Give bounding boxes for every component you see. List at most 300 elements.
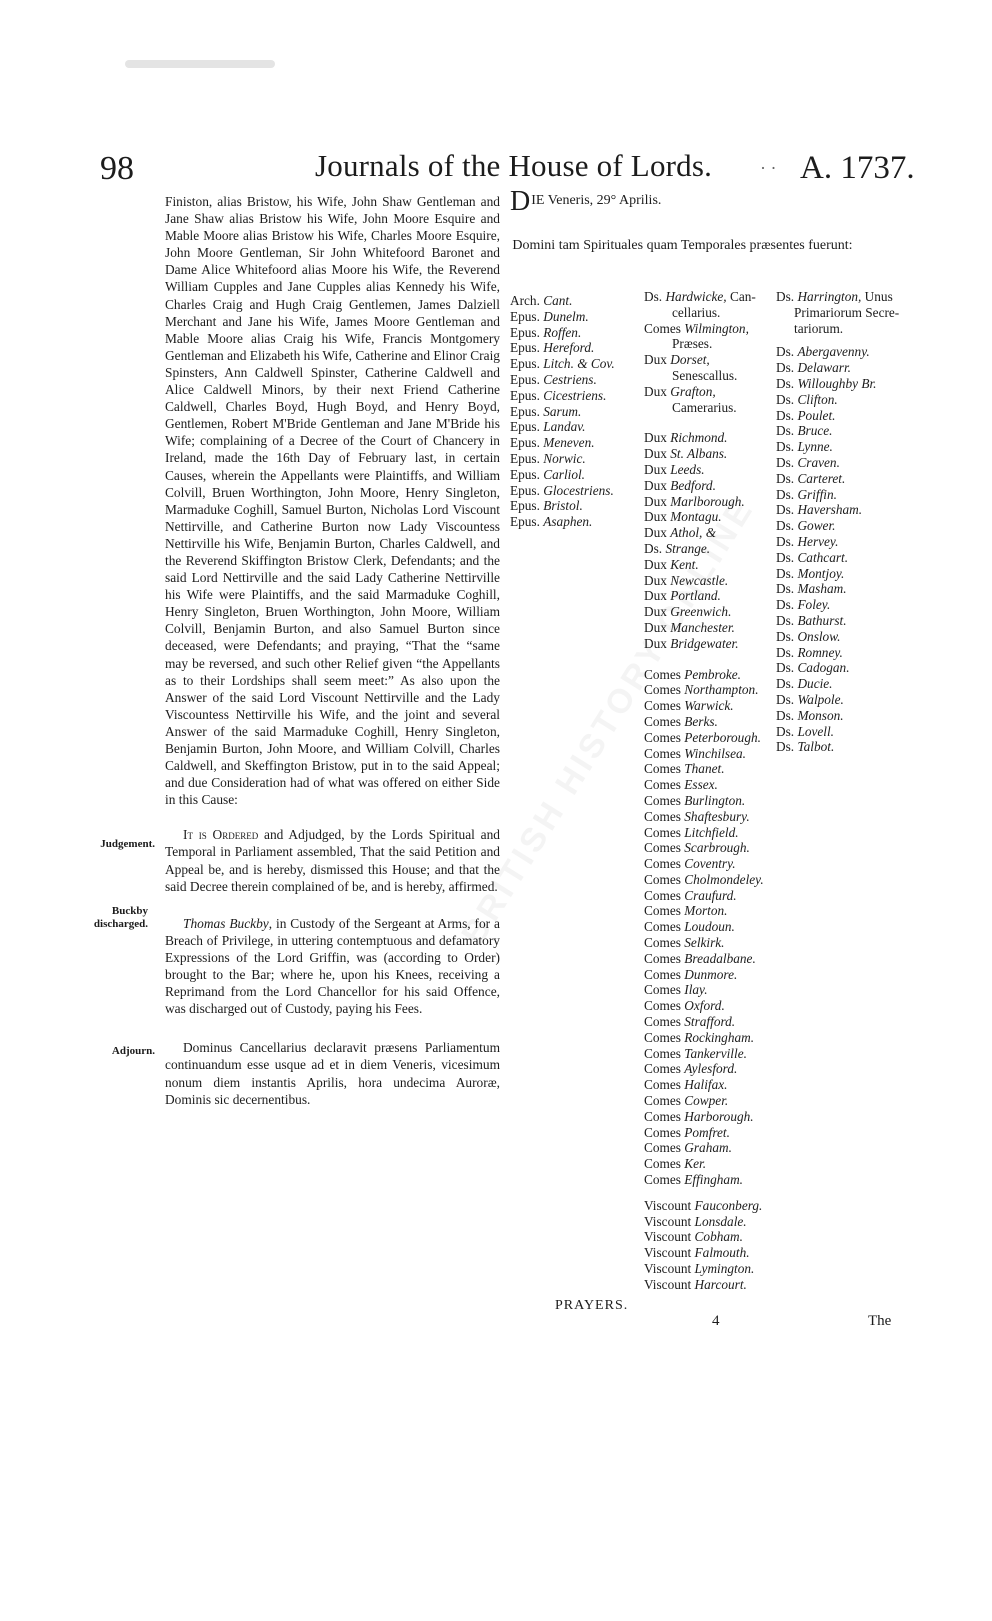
rank-prefix: Comes bbox=[644, 887, 685, 903]
rank-prefix: Comes bbox=[644, 824, 685, 840]
rank-prefix: Comes bbox=[644, 950, 685, 966]
rank-prefix: Ds. bbox=[776, 565, 798, 581]
title-name: Rockingham. bbox=[684, 1029, 755, 1045]
title-name: Craufurd. bbox=[684, 887, 737, 903]
rank-prefix: Comes bbox=[644, 682, 685, 698]
viscount-entry bbox=[644, 1261, 764, 1277]
title-name: Coventry. bbox=[684, 856, 736, 872]
earl-entry bbox=[644, 888, 764, 904]
rank-prefix: Dux bbox=[644, 588, 671, 604]
title-name: Dunmore. bbox=[684, 966, 738, 982]
title-name: Lonsdale. bbox=[694, 1213, 747, 1229]
title-name: Romney. bbox=[797, 644, 843, 660]
title-name: Winchilsea. bbox=[684, 745, 746, 761]
temporal-lords-list bbox=[644, 289, 764, 1293]
bishop-entry bbox=[510, 419, 615, 435]
rank-prefix: Epus. bbox=[510, 466, 544, 482]
date-text: IE Veneris, 29° Aprilis. bbox=[531, 193, 662, 208]
office-title: Camerarius. bbox=[672, 399, 737, 415]
rank-prefix: Comes bbox=[644, 982, 685, 998]
rank-prefix: Epus. bbox=[510, 450, 544, 466]
title-name: Portland. bbox=[670, 588, 721, 604]
bishop-entry bbox=[510, 435, 615, 451]
officer-entry bbox=[644, 321, 764, 337]
earl-entry bbox=[644, 951, 764, 967]
rank-prefix: Comes bbox=[644, 1093, 685, 1109]
judgement-text: and Adjudged, by the Lords Spiritual and Temporal in Parliament assembled, That the said Petition and Appeal be, and is hereby, dismissed this House; and that the said Decree therein complained of be, and is hereby, affirmed. bbox=[165, 827, 501, 894]
office-start: Can- bbox=[726, 289, 756, 304]
rank-prefix: Comes bbox=[644, 966, 685, 982]
title-name: Marlborough. bbox=[670, 493, 745, 509]
bishop-entry bbox=[510, 388, 615, 404]
title-name: Fauconberg. bbox=[694, 1197, 763, 1213]
baron-entry bbox=[776, 376, 899, 392]
rank-prefix: Ds. bbox=[776, 707, 798, 723]
officer-entry bbox=[644, 289, 764, 305]
baron-entry bbox=[776, 392, 899, 408]
rank-prefix: Dux bbox=[644, 461, 671, 477]
earl-entry bbox=[644, 1172, 764, 1188]
rank-prefix: Comes bbox=[644, 777, 685, 793]
title-name: Landav. bbox=[543, 419, 586, 435]
baron-entry bbox=[776, 739, 899, 755]
title-name: Montagu. bbox=[670, 509, 722, 525]
title-name: Berks. bbox=[684, 713, 718, 729]
margin-note-judgement: Judgement. bbox=[100, 838, 155, 850]
judgement-paragraph bbox=[165, 826, 500, 894]
page-number: 98 bbox=[100, 150, 134, 187]
rank-prefix: Ds. bbox=[644, 540, 666, 556]
rank-prefix: Ds. bbox=[776, 676, 798, 692]
title-name: Leeds. bbox=[670, 461, 705, 477]
title-name: Carliol. bbox=[543, 466, 585, 482]
harrington-office-cont: tariorum. bbox=[794, 320, 844, 336]
rank-prefix: Dux bbox=[644, 525, 671, 541]
title-name: Litch. & Cov. bbox=[543, 356, 615, 372]
earl-entry bbox=[644, 1077, 764, 1093]
rank-prefix: Epus. bbox=[510, 514, 544, 530]
viscounts-list bbox=[644, 1198, 764, 1293]
rank-prefix: Dux bbox=[644, 383, 671, 399]
title-name: Aylesford. bbox=[684, 1061, 738, 1077]
duke-entry bbox=[644, 446, 764, 462]
rank-prefix: Comes bbox=[644, 1061, 685, 1077]
rank-prefix: Epus. bbox=[510, 435, 544, 451]
rank-prefix: Viscount bbox=[644, 1213, 695, 1229]
officers-list bbox=[644, 289, 764, 415]
title-name: Kent. bbox=[670, 556, 699, 572]
rank-prefix: Comes bbox=[644, 320, 685, 336]
title-name: Glocestriens. bbox=[543, 482, 614, 498]
viscount-entry bbox=[644, 1214, 764, 1230]
rank-prefix: Comes bbox=[644, 840, 685, 856]
adjourn-paragraph: Dominus Cancellarius declaravit præsens Parliamentum continuandum esse usque ad et in diem Veneris, vicesimum nonum diem instantis Aprilis, hora undecima Auroræ, Dominis sic decernentibus. bbox=[165, 1040, 500, 1107]
rank-prefix: Comes bbox=[644, 1172, 685, 1188]
title-name: Dorset, bbox=[670, 352, 710, 368]
rank-prefix: Comes bbox=[644, 1077, 685, 1093]
title-name: Cholmondeley. bbox=[684, 871, 764, 887]
rank-prefix: Dux bbox=[644, 352, 671, 368]
title-name: Talbot. bbox=[797, 739, 835, 755]
title-name: Carteret. bbox=[797, 470, 846, 486]
title-name: Ilay. bbox=[684, 982, 708, 998]
title-name: Selkirk. bbox=[684, 935, 725, 951]
rank-prefix: Dux bbox=[644, 556, 671, 572]
title-name: Richmond. bbox=[670, 430, 728, 446]
rank-prefix: Epus. bbox=[510, 324, 544, 340]
title-name: Cicestriens. bbox=[543, 387, 607, 403]
rank-prefix: Ds. bbox=[776, 344, 798, 360]
baron-entry bbox=[776, 676, 899, 692]
bishop-entry bbox=[510, 340, 615, 356]
year-heading: A. 1737. bbox=[800, 150, 915, 186]
title-name: Wilmington, bbox=[684, 320, 749, 336]
rank-prefix: Dux bbox=[644, 493, 671, 509]
earl-entry bbox=[644, 840, 764, 856]
viscount-entry bbox=[644, 1277, 764, 1293]
title-name: Strange. bbox=[665, 540, 711, 556]
title-name: Gower. bbox=[797, 518, 836, 534]
title-name: Bedford. bbox=[670, 477, 716, 493]
rank-prefix: Dux bbox=[644, 446, 671, 462]
rank-prefix: Ds. bbox=[776, 691, 798, 707]
title-name: Hervey. bbox=[797, 533, 839, 549]
rank-prefix: Comes bbox=[644, 666, 685, 682]
ordered-word: It is Ordered bbox=[183, 827, 259, 843]
signature-mark: 4 bbox=[712, 1313, 720, 1329]
baron-entry bbox=[776, 660, 899, 676]
rank-prefix: Ds. bbox=[776, 423, 798, 439]
rank-prefix: Viscount bbox=[644, 1276, 695, 1292]
rank-prefix: Comes bbox=[644, 998, 685, 1014]
title-name: Tankerville. bbox=[684, 1045, 747, 1061]
title-name: Roffen. bbox=[543, 324, 582, 340]
bishop-entry bbox=[510, 372, 615, 388]
title-name: Craven. bbox=[797, 454, 840, 470]
baron-entry bbox=[776, 645, 899, 661]
title-name: St. Albans. bbox=[670, 446, 728, 462]
rank-prefix: Ds. bbox=[776, 628, 798, 644]
baron-entry bbox=[776, 613, 899, 629]
earl-entry bbox=[644, 1093, 764, 1109]
earl-entry bbox=[644, 1109, 764, 1125]
title-name: Walpole. bbox=[797, 691, 844, 707]
rank-prefix: Ds. bbox=[776, 660, 798, 676]
title-name: Peterborough. bbox=[684, 729, 761, 745]
rank-prefix: Comes bbox=[644, 1108, 685, 1124]
rank-prefix: Viscount bbox=[644, 1245, 695, 1261]
rank-prefix: Arch. bbox=[510, 293, 544, 308]
title-name: Haversham. bbox=[797, 502, 863, 518]
page-title: Journals of the House of Lords. bbox=[315, 148, 713, 183]
title-name: Ker. bbox=[684, 1156, 707, 1172]
rank-prefix: Viscount bbox=[644, 1197, 695, 1213]
title-name: Willoughby Br. bbox=[797, 375, 877, 391]
date-heading bbox=[510, 188, 661, 216]
rank-prefix: Comes bbox=[644, 871, 685, 887]
title-name: Onslow. bbox=[797, 628, 841, 644]
rank-prefix: Comes bbox=[644, 1156, 685, 1172]
title-name: Griffin. bbox=[797, 486, 837, 502]
earl-entry bbox=[644, 982, 764, 998]
rank-prefix: Dux bbox=[644, 477, 671, 493]
rank-prefix: Epus. bbox=[510, 356, 544, 372]
title-name: Greenwich. bbox=[670, 604, 732, 620]
title-name: Lynne. bbox=[797, 439, 833, 455]
title-name: Graham. bbox=[684, 1140, 732, 1156]
rank-prefix: Ds. bbox=[644, 289, 666, 304]
viscount-entry bbox=[644, 1245, 764, 1261]
viscount-entry bbox=[644, 1229, 764, 1245]
rank-prefix: Dux bbox=[644, 635, 671, 651]
title-name: Clifton. bbox=[797, 391, 838, 407]
rank-prefix: Ds. bbox=[776, 612, 798, 628]
earl-entry bbox=[644, 1156, 764, 1172]
title-name: Sarum. bbox=[543, 403, 582, 419]
bishop-entry bbox=[510, 404, 615, 420]
title-name: Harcourt. bbox=[694, 1276, 747, 1292]
title-name: Falmouth. bbox=[694, 1245, 750, 1261]
margin-note-adjourn: Adjourn. bbox=[111, 1045, 155, 1057]
bishop-entry bbox=[510, 451, 615, 467]
bishop-entry bbox=[510, 309, 615, 325]
duke-entry bbox=[644, 430, 764, 446]
rank-prefix: Comes bbox=[644, 1045, 685, 1061]
title-name: Poulet. bbox=[797, 407, 836, 423]
title-name: Foley. bbox=[797, 597, 831, 613]
title-name: Bristol. bbox=[543, 498, 583, 514]
earl-entry bbox=[644, 919, 764, 935]
bishop-entry bbox=[510, 293, 615, 309]
rank-prefix: Epus. bbox=[510, 403, 544, 419]
rank-prefix: Epus. bbox=[510, 387, 544, 403]
title-name: Morton. bbox=[684, 903, 728, 919]
title-name: Montjoy. bbox=[797, 565, 845, 581]
title-name: Dunelm. bbox=[543, 308, 589, 324]
title-name: Essex. bbox=[684, 777, 718, 793]
earl-entry bbox=[644, 967, 764, 983]
title-name: Abergavenny. bbox=[797, 344, 870, 360]
earl-entry bbox=[644, 1030, 764, 1046]
rank-prefix: Comes bbox=[644, 919, 685, 935]
appeal-paragraph: Finiston, alias Bristow, his Wife, John Shaw Gentleman and Jane Shaw alias Bristow his Wife, John Moore Esquire and Mable Moore alias Bristow his Wife, Charles Moore Esquire, John Moore Gentleman, Sir John Whitefoord Baronet and Dame Alice Whitefoord alias Moore his Wife, the Reverend William Cupples and Jane Cupples alias Kennedy his Wife, Charles Craig and Hugh Craig Gentlemen, James Dalziell Merchant and Jane his Wife, James Moore Gentleman and Mable Moore alias Craig his Wife, Francis Montgomery Gentleman and Elizabeth his Wife, Catherine and Elinor Craig Spinsters, Ann Caldwell Spinster, Catherine Caldwell and Alice Caldwell Minors, by their next Friend Catherine Caldwell, Charles Boyd, Hugh Boyd, and Henry Boyd, Gentlemen, Robert M'Bride Gentleman and Jane M'Bride his Wife; complaining of a Decree of the Court of Chancery in Ireland, made the 16th Day of February last, in certain Causes, wherein the Appellants were Plaintiffs, and William Colvill, Bruen Worthington, John Moore, Henry Singleton, Marmaduke Coghill, Samuel Burton, Nicholas Lord Viscount Nettirville, and Catherine Burton now Lady Viscountess Nettirville his Wife, Benjamin Burton, Charles Caldwell, and the Reverend Skiffington Bristow Clerk, Defendants; and the said Lord Nettirville and the said Lady Catherine Nettirville his Wife were Plaintiffs, and the said Marmaduke Coghill, Henry Singleton, Bruen Worthington, John Moore, William Colvill, Benjamin Burton, and also Samuel Burton since deceased, were Defendants; and praying, “That the “same may be reversed, and such other Relief given “the Appellants as to their Lordships shall seem meet:” As also upon the Answer of the said Lord Viscount Nettirville and the Lady Viscountess Nettirville his Wife, and the joint and several Answer of the said Marmaduke Coghill, Henry Singleton, Benjamin Burton, John Moore, and William Colvill, Charles Caldwell, and Skeffington Bristow, put in to the said Appeal; and due Consideration had of what was offered on either Side in this Cause: bbox=[165, 194, 500, 808]
earl-entry bbox=[644, 935, 764, 951]
baron-entry bbox=[776, 708, 899, 724]
title-name: Norwic. bbox=[543, 450, 586, 466]
earl-entry bbox=[644, 1125, 764, 1141]
title-name: Pomfret. bbox=[684, 1124, 730, 1140]
baron-entry bbox=[776, 629, 899, 645]
viscount-entry bbox=[644, 1198, 764, 1214]
harrington-office: Primariorum Secre- bbox=[794, 304, 900, 320]
earl-entry bbox=[644, 1061, 764, 1077]
rank-prefix: Dux bbox=[644, 619, 671, 635]
title-name: Cadogan. bbox=[797, 660, 850, 676]
rank-prefix: Viscount bbox=[644, 1229, 695, 1245]
drop-cap: D bbox=[510, 186, 531, 217]
margin-note-buckby: Buckby discharged. bbox=[93, 905, 148, 930]
title-name: Bruce. bbox=[797, 423, 833, 439]
baron-entry bbox=[776, 566, 899, 582]
title-name: Litchfield. bbox=[684, 824, 739, 840]
earl-entry bbox=[644, 793, 764, 809]
title-name: Warwick. bbox=[684, 698, 734, 714]
rank-prefix: Ds. bbox=[776, 407, 798, 423]
bishop-entry bbox=[510, 483, 615, 499]
officer-entry bbox=[644, 384, 764, 400]
catchword: The bbox=[868, 1313, 892, 1329]
bishop-entry bbox=[510, 467, 615, 483]
title-name: Harborough. bbox=[684, 1108, 754, 1124]
rank-prefix: Epus. bbox=[510, 419, 544, 435]
spiritual-lords-list bbox=[510, 293, 615, 530]
baron-entry bbox=[776, 439, 899, 455]
baron-entry bbox=[776, 360, 899, 376]
title-name: Bathurst. bbox=[797, 612, 847, 628]
baron-entry bbox=[776, 423, 899, 439]
bishop-entry bbox=[510, 498, 615, 514]
earl-entry bbox=[644, 903, 764, 919]
rank-prefix: Dux bbox=[644, 572, 671, 588]
rank-prefix: Comes bbox=[644, 1140, 685, 1156]
title-name: Ducie. bbox=[797, 676, 833, 692]
earl-entry bbox=[644, 1046, 764, 1062]
rank-prefix: Dux bbox=[644, 604, 671, 620]
title-name: Athol, & bbox=[670, 525, 717, 541]
rank-prefix: Ds. bbox=[776, 454, 798, 470]
baron-entry bbox=[776, 692, 899, 708]
rank-prefix: Epus. bbox=[510, 308, 544, 324]
baron-entry bbox=[776, 597, 899, 613]
rank-prefix: Comes bbox=[644, 792, 685, 808]
rank-prefix: Ds. bbox=[776, 739, 798, 755]
rank-prefix: Ds. bbox=[776, 502, 798, 518]
title-name: Breadalbane. bbox=[684, 950, 756, 966]
rank-prefix: Epus. bbox=[510, 340, 544, 356]
officer-entry bbox=[644, 352, 764, 368]
title-name: Masham. bbox=[797, 581, 847, 597]
title-name: Cobham. bbox=[694, 1229, 743, 1245]
rank-prefix: Ds. bbox=[776, 518, 798, 534]
rank-prefix: Epus. bbox=[510, 482, 544, 498]
baron-entry bbox=[776, 724, 899, 740]
earl-entry bbox=[644, 825, 764, 841]
rank-prefix: Dux bbox=[644, 509, 671, 525]
earl-entry bbox=[644, 1014, 764, 1030]
attendance-heading: Domini tam Spirituales quam Temporales præsentes fuerunt: bbox=[512, 238, 853, 253]
rank-prefix: Ds. bbox=[776, 486, 798, 502]
title-name: Meneven. bbox=[543, 435, 595, 451]
rank-prefix: Ds. bbox=[776, 360, 798, 376]
title-name: Effingham. bbox=[684, 1172, 743, 1188]
office-title: Senescallus. bbox=[672, 367, 738, 383]
title-name: Pembroke. bbox=[684, 666, 741, 682]
rank-prefix: Ds. bbox=[776, 391, 798, 407]
bishop-entry bbox=[510, 325, 615, 341]
rank-prefix: Ds. bbox=[776, 581, 798, 597]
title-name: Burlington. bbox=[684, 792, 746, 808]
rank-prefix: Comes bbox=[644, 745, 685, 761]
office-title: cellarius. bbox=[672, 304, 721, 320]
rank-prefix: Epus. bbox=[510, 371, 544, 387]
baron-entry bbox=[776, 455, 899, 471]
rank-prefix: Comes bbox=[644, 713, 685, 729]
harrington-line: Ds. Harrington, Unus bbox=[776, 289, 893, 304]
title-name: Northampton. bbox=[684, 682, 759, 698]
title-name: Thanet. bbox=[684, 761, 725, 777]
title-name: Cowper. bbox=[684, 1093, 729, 1109]
title-name: Grafton, bbox=[670, 383, 716, 399]
rank-prefix: Comes bbox=[644, 808, 685, 824]
earl-entry bbox=[644, 1140, 764, 1156]
rank-prefix: Comes bbox=[644, 729, 685, 745]
title-name: Strafford. bbox=[684, 1014, 736, 1030]
rank-prefix: Viscount bbox=[644, 1261, 695, 1277]
rank-prefix: Ds. bbox=[776, 533, 798, 549]
earl-entry bbox=[644, 872, 764, 888]
rank-prefix: Ds. bbox=[776, 470, 798, 486]
scan-smudge bbox=[125, 60, 275, 68]
rank-prefix: Comes bbox=[644, 1124, 685, 1140]
prayers-heading: PRAYERS. bbox=[555, 1298, 629, 1313]
rank-prefix: Ds. bbox=[776, 597, 798, 613]
buckby-text: , in Custody of the Sergeant at Arms, for a Breach of Privilege, in uttering contemptuous and defamatory Expressions of the Lord Griffin, was (according to Order) brought to the Bar; where he, upon his Knees, receiving a Reprimand from the Lord Chancellor for his said Offence, was discharged out of Custody, paying his Fees. bbox=[165, 915, 500, 1017]
title-name: Hardwicke, bbox=[665, 289, 727, 304]
rank-prefix: Comes bbox=[644, 1014, 685, 1030]
title-name: Bridgewater. bbox=[670, 635, 739, 651]
baron-entry bbox=[776, 408, 899, 424]
title-name: Newcastle. bbox=[670, 572, 729, 588]
rank-prefix: Ds. bbox=[776, 375, 798, 391]
title-name: Asaphen. bbox=[543, 514, 593, 530]
baron-entry bbox=[776, 344, 899, 360]
title-name: Lovell. bbox=[797, 723, 834, 739]
earl-entry bbox=[644, 998, 764, 1014]
bishop-entry bbox=[510, 514, 615, 530]
earl-entry bbox=[644, 856, 764, 872]
rank-prefix: Ds. bbox=[776, 723, 798, 739]
buckby-name: Thomas Buckby bbox=[183, 915, 269, 931]
header-ellipsis: · · bbox=[760, 158, 777, 178]
rank-prefix: Ds. bbox=[776, 439, 798, 455]
rank-prefix: Ds. bbox=[776, 549, 798, 565]
baron-entry bbox=[776, 581, 899, 597]
title-name: Delawarr. bbox=[797, 360, 852, 376]
rank-prefix: Comes bbox=[644, 698, 685, 714]
rank-prefix: Comes bbox=[644, 856, 685, 872]
rank-prefix: Comes bbox=[644, 1029, 685, 1045]
rank-prefix: Comes bbox=[644, 935, 685, 951]
rank-prefix: Epus. bbox=[510, 498, 544, 514]
rank-prefix: Dux bbox=[644, 430, 671, 446]
title-name: Manchester. bbox=[670, 619, 735, 635]
earl-entry bbox=[644, 809, 764, 825]
title-name: Oxford. bbox=[684, 998, 725, 1014]
title-name: Halifax. bbox=[684, 1077, 728, 1093]
title-name: Lymington. bbox=[694, 1261, 755, 1277]
office-title: Præses. bbox=[672, 336, 713, 352]
rank-prefix: Comes bbox=[644, 761, 685, 777]
title-name: Hereford. bbox=[543, 340, 595, 356]
rank-prefix: Comes bbox=[644, 903, 685, 919]
bishop-entry bbox=[510, 356, 615, 372]
title-name: Shaftesbury. bbox=[684, 808, 750, 824]
title-name: Monson. bbox=[797, 707, 844, 723]
title-name: Scarbrough. bbox=[684, 840, 750, 856]
title-name: Cestriens. bbox=[543, 371, 597, 387]
rank-prefix: Ds. bbox=[776, 644, 798, 660]
title-name: Cathcart. bbox=[797, 549, 849, 565]
